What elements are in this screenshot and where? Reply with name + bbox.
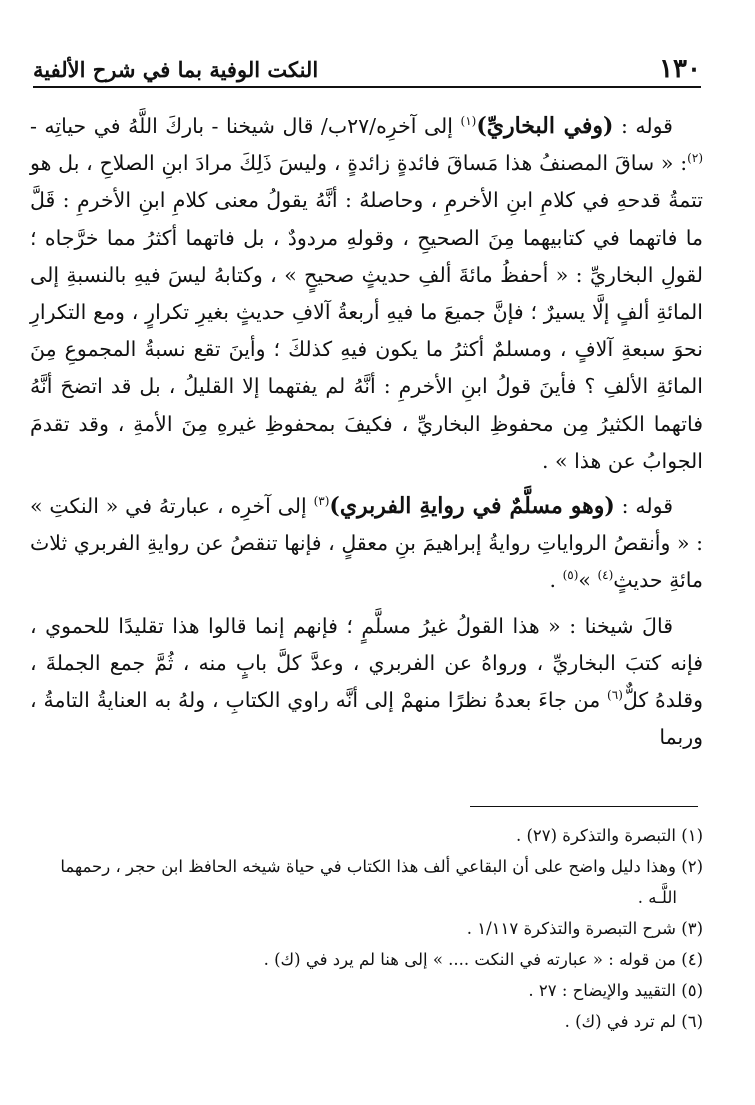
- paragraph-text: إلى آخرِه/٢٧ب/ قال شيخنا - باركَ اللَّهُ في حياتِه -: [30, 114, 461, 138]
- footnote-5: (٥) التقييد والإيضاح : ٢٧ .: [528, 981, 703, 1000]
- footnote-ref: (٤): [597, 568, 614, 583]
- footnote-6: (٦) لم ترد في (ك) .: [564, 1012, 703, 1031]
- footnote-ref: (٢): [687, 151, 703, 166]
- page-number: ١٣٠: [659, 54, 701, 84]
- paragraph-1: [30, 108, 703, 480]
- paragraph-2: [30, 488, 703, 600]
- footnote-ref: (٦): [607, 688, 623, 703]
- footnote-divider: [470, 806, 698, 807]
- footnote-ref: (١): [460, 114, 477, 129]
- footnote-3: (٣) شرح التبصرة والتذكرة ١/١١٧ .: [466, 919, 703, 938]
- paragraph-text: قالَ شيخنا : « هذا القولُ غيرُ مسلَّمٍ ؛ فإنهم إنما قالوا هذا تقليدًا للحموي ، فإنه كتبَ البخاريِّ ، ورواهُ عن الفربري ، وعدَّ كلَّ بابٍ منه ، ثُمَّ جمع الجملةَ ، وقلدهُ كلٌّ: [30, 613, 703, 713]
- footnote-4: (٤) من قوله : « عبارته في النكت .... » إلى هنا لم يرد في (ك) .: [263, 950, 703, 969]
- paragraph-3: [30, 608, 703, 757]
- footnote-ref: (٣): [313, 494, 330, 509]
- quoted-phrase: (وهو مسلَّمٌ في روايةِ الفربري): [329, 493, 615, 520]
- main-text: [30, 108, 703, 764]
- paragraph-text: »: [578, 568, 598, 593]
- footnotes: [30, 820, 703, 1037]
- paragraph-text: : « ساقَ المصنفُ هذا مَساقَ فائدةٍ زائدةٍ ، وليسَ ذَلِكَ مرادَ ابنِ الصلاحِ ، بل هو تتمةُ قدحهِ في كلامِ ابنِ الأخرمِ ، وحاصلهُ : أنَّهُ يقولُ معنى كلامِ ابنِ الأخرمِ : قَلَّ ما فاتهما في كتابيهما مِنَ الصحيحِ ، وقولهِ مردودٌ ، بل فاتهما أكثرُ مما خرَّجاه ؛ لقولِ البخاريِّ : « أحفظُ مائةَ ألفِ حديثٍ صحيحٍ » ، وكتابهُ ليسَ فيهِ بالنسبةِ إلى المائةِ ألفٍ إلَّا يسيرٌ ؛ فإنَّ جميعَ ما فيهِ أربعةُ آلافِ حديثٍ بغيرِ تكرارٍ ، ومع التكرارِ نحوَ سبعةِ آلافٍ ، ومسلمٌ أكثرُ ما يكون فيهِ كذلكَ ؛ وأينَ تقع نسبةُ المجموعِ مِنَ المائةِ الألفِ ؟ فأينَ قولُ ابنِ الأخرمِ : أنَّهُ لم يفتهما إلا القليلُ ، بل قد اتضحَ أنَّهُ فاتهما الكثيرُ مِن محفوظِ البخاريِّ ، فكيفَ بمحفوظِ غيرهِ مِنَ الأمةِ ، وقد تقدمَ الجوابُ عن هذا » .: [30, 151, 703, 473]
- quoted-phrase: (وفي البخاريِّ): [476, 113, 614, 139]
- paragraph-text: إلى آخرِه ، عبارتهُ في « النكتِ » : « وأنقصُ الرواياتِ روايةُ إبراهيمَ بنِ معقلٍ ، فإنها تنقصُ عن روايةِ الفربري ثلاث مائةِ حديثٍ: [30, 494, 703, 593]
- lead-word: قوله :: [614, 494, 673, 519]
- paragraph-text: .: [549, 568, 563, 593]
- footnote-1: (١) التبصرة والتذكرة (٢٧) .: [515, 826, 703, 845]
- footnote-ref: (٥): [562, 568, 579, 583]
- lead-word: قوله :: [613, 114, 673, 138]
- page-header: [33, 52, 701, 88]
- running-title: النكت الوفية بما في شرح الألفية: [33, 56, 319, 82]
- paragraph-text: من جاءَ بعدهُ نظرًا منهمْ إلى أنَّه راوي الكتابِ ، ولهُ به العنايةُ التامةُ ، وربما: [30, 688, 703, 750]
- footnote-2: (٢) وهذا دليل واضح على أن البقاعي ألف هذا الكتاب في حياة شيخه الحافظ ابن حجر ، رحمهما اللَّـه .: [60, 857, 703, 907]
